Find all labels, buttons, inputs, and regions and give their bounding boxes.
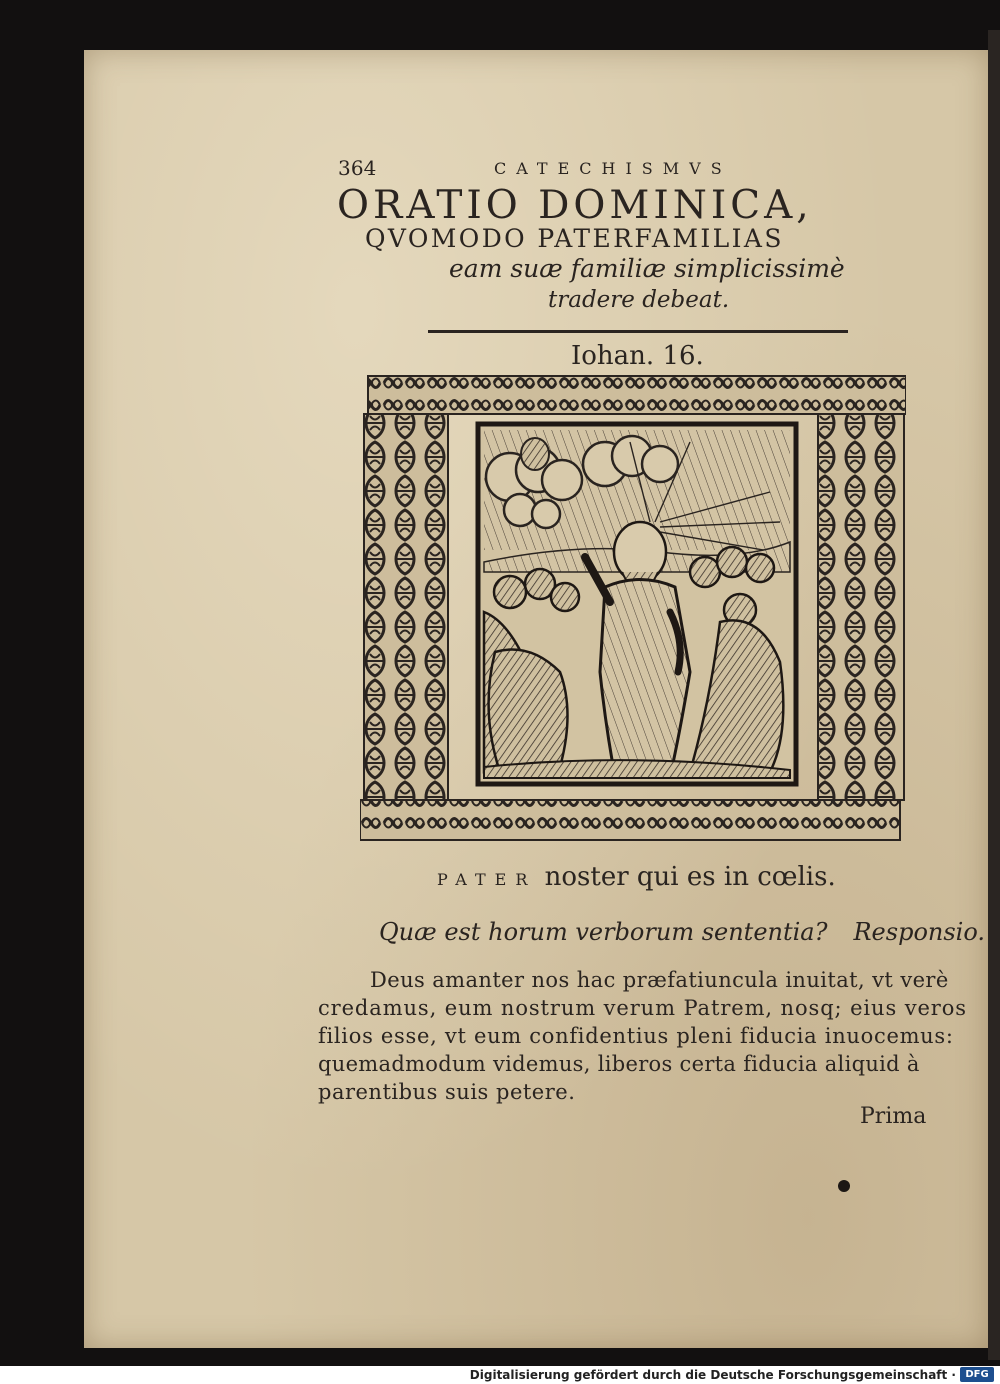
running-title: CATECHISMVS [494,159,732,178]
woodcut-illustration [360,372,906,842]
catchword: Prima [860,1104,927,1129]
prayer-line [437,862,897,892]
chapter-subtitle: QVOMODO PATERFAMILIAS [365,224,784,253]
page-number: 364 [338,156,377,180]
prayer-rest: noster qui es in cœlis. [536,862,836,892]
body-line: credamus, eum nostrum verum Patrem, nosq; eius veros [318,996,967,1020]
answer-paragraph [318,966,967,1106]
response-label: Responsio. [853,918,985,946]
body-line: filios esse, vt eum confidentius pleni fiducia inuocemus: [318,1024,954,1048]
page-edge [988,30,1000,1360]
title-rule [428,330,848,333]
chapter-title: ORATIO DOMINICA, [337,183,813,228]
question-text: Quæ est horum verborum sententia? [379,918,828,946]
dfg-logo-icon[interactable]: DFG [960,1367,994,1382]
prayer-cap-word: PATER [437,870,537,889]
chapter-subtitle-line4: tradere debeat. [548,287,730,313]
ink-spot [838,1180,850,1192]
body-line: Deus amanter nos hac præfatiuncula inuitat, vt verè [370,968,949,992]
question-line [379,918,985,946]
footer-credit-text: Digitalisierung gefördert durch die Deutsche Forschungsgemeinschaft [469,1368,948,1382]
footer-credit[interactable]: Digitalisierung gefördert durch die Deutsche Forschungsgemeinschaft · [469,1368,956,1382]
scripture-reference: Iohan. 16. [571,341,704,371]
body-line: parentibus suis petere. [318,1080,576,1104]
body-line: quemadmodum videmus, liberos certa fiducia aliquid à [318,1052,920,1076]
woodcut-svg [360,372,906,842]
chapter-subtitle-line3: eam suæ familiæ simplicissimè [449,254,845,283]
